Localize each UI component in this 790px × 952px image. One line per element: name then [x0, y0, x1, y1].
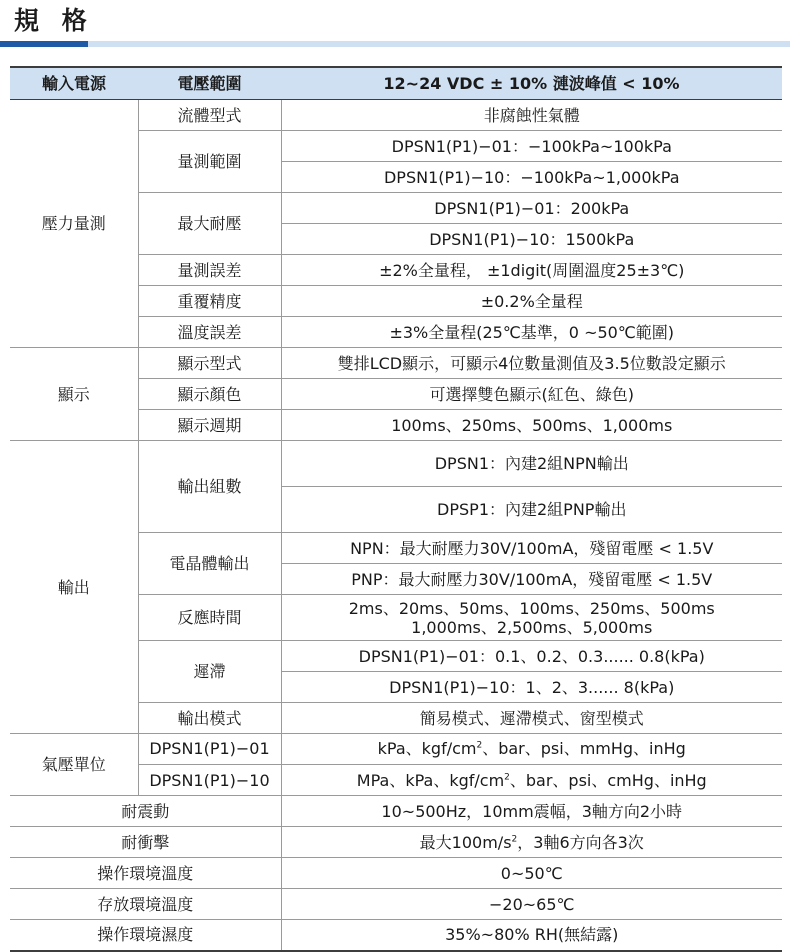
value-units-01 — [281, 734, 782, 765]
table-row — [10, 889, 782, 920]
value-hysteresis-10: DPSN1(P1)−10：1、2、3...... 8(kPa) — [281, 672, 782, 703]
category-output: 輸出 — [10, 441, 138, 734]
value-groups-pnp: DPSP1：內建2組PNP輸出 — [281, 487, 782, 533]
label-hysteresis: 遲滯 — [138, 641, 281, 703]
table-header-row — [10, 67, 782, 100]
label-response: 反應時間 — [138, 595, 281, 641]
value-groups-npn: DPSN1：內建2組NPN輸出 — [281, 441, 782, 487]
value-max-10: DPSN1(P1)−10：1500kPa — [281, 224, 782, 255]
value-range-10: DPSN1(P1)−10：−100kPa~1,000kPa — [281, 162, 782, 193]
superscript-2: 2 — [511, 834, 518, 845]
table-row — [10, 827, 782, 858]
value-shock — [281, 827, 782, 858]
label-humidity: 操作環境濕度 — [10, 920, 281, 951]
label-op-temp: 操作環境溫度 — [10, 858, 281, 889]
value-error: ±2%全量程， ±1digit(周圍溫度25±3℃) — [281, 255, 782, 286]
value-hysteresis-01: DPSN1(P1)−01：0.1、0.2、0.3...... 0.8(kPa) — [281, 641, 782, 672]
value-units-10-post: 、bar、psi、cmHg、inHg — [509, 770, 707, 790]
value-repeat: ±0.2%全量程 — [281, 286, 782, 317]
value-display-period: 100ms、250ms、500ms、1,000ms — [281, 410, 782, 441]
value-storage-temp: −20~65℃ — [281, 889, 782, 920]
value-response-line2: 1,000ms、2,500ms、5,000ms — [411, 617, 653, 637]
title-underline-accent — [0, 41, 88, 47]
value-max-01: DPSN1(P1)−01：200kPa — [281, 193, 782, 224]
category-display: 顯示 — [10, 348, 138, 441]
value-fluid: 非腐蝕性氣體 — [281, 100, 782, 131]
value-response — [281, 595, 782, 641]
label-units-model-10: DPSN1(P1)−10 — [138, 765, 281, 796]
value-shock-post: ，3軸6方向各3次 — [517, 832, 644, 852]
value-vibration: 10~500Hz，10mm震幅，3軸方向2小時 — [281, 796, 782, 827]
spec-table — [10, 66, 782, 952]
header-value: 12~24 VDC ± 10% 漣波峰值 < 10% — [281, 67, 782, 100]
label-vibration: 耐震動 — [10, 796, 281, 827]
label-max-pressure: 最大耐壓 — [138, 193, 281, 255]
table-row — [10, 858, 782, 889]
value-units-01-pre: kPa、kgf/cm — [377, 739, 477, 759]
table-row — [10, 734, 782, 765]
category-pressure: 壓力量測 — [10, 100, 138, 348]
label-units-model-01: DPSN1(P1)−01 — [138, 734, 281, 765]
table-row — [10, 348, 782, 379]
label-output-groups: 輸出組數 — [138, 441, 281, 533]
value-units-10-pre: MPa、kPa、kgf/cm — [356, 770, 505, 790]
label-temp-error: 溫度誤差 — [138, 317, 281, 348]
table-row — [10, 441, 782, 487]
value-temp-error: ±3%全量程(25℃基準，0 ~50℃範圍) — [281, 317, 782, 348]
title-underline — [88, 41, 790, 47]
value-units-01-post: 、bar、psi、mmHg、inHg — [482, 739, 686, 759]
label-display-color: 顯示顏色 — [138, 379, 281, 410]
section-header — [0, 0, 790, 50]
value-transistor-pnp: PNP：最大耐壓力30V/100mA，殘留電壓 < 1.5V — [281, 564, 782, 595]
superscript-2: 2 — [476, 740, 483, 751]
value-response-line1: 2ms、20ms、50ms、100ms、250ms、500ms — [348, 598, 715, 618]
table-row — [10, 100, 782, 131]
value-humidity: 35%~80% RH(無結露) — [281, 920, 782, 951]
value-op-temp: 0~50℃ — [281, 858, 782, 889]
value-range-01: DPSN1(P1)−01：−100kPa~100kPa — [281, 131, 782, 162]
label-shock: 耐衝擊 — [10, 827, 281, 858]
value-shock-pre: 最大100m/s — [419, 832, 512, 852]
label-error: 量測誤差 — [138, 255, 281, 286]
value-display-type: 雙排LCD顯示，可顯示4位數量測值及3.5位數設定顯示 — [281, 348, 782, 379]
label-repeat: 重覆精度 — [138, 286, 281, 317]
value-units-10 — [281, 765, 782, 796]
label-storage-temp: 存放環境溫度 — [10, 889, 281, 920]
label-transistor: 電晶體輸出 — [138, 533, 281, 595]
label-display-period: 顯示週期 — [138, 410, 281, 441]
page-title: 規 格 — [14, 6, 94, 35]
value-display-color: 可選擇雙色顯示(紅色、綠色) — [281, 379, 782, 410]
label-range: 量測範圍 — [138, 131, 281, 193]
value-output-mode: 簡易模式、遲滯模式、窗型模式 — [281, 703, 782, 734]
superscript-2: 2 — [504, 772, 510, 783]
header-label: 電壓範圍 — [138, 67, 281, 100]
table-row — [10, 796, 782, 827]
label-display-type: 顯示型式 — [138, 348, 281, 379]
category-units: 氣壓單位 — [10, 734, 138, 796]
label-fluid: 流體型式 — [138, 100, 281, 131]
value-transistor-npn: NPN：最大耐壓力30V/100mA，殘留電壓 < 1.5V — [281, 533, 782, 564]
label-output-mode: 輸出模式 — [138, 703, 281, 734]
header-category: 輸入電源 — [10, 67, 138, 100]
